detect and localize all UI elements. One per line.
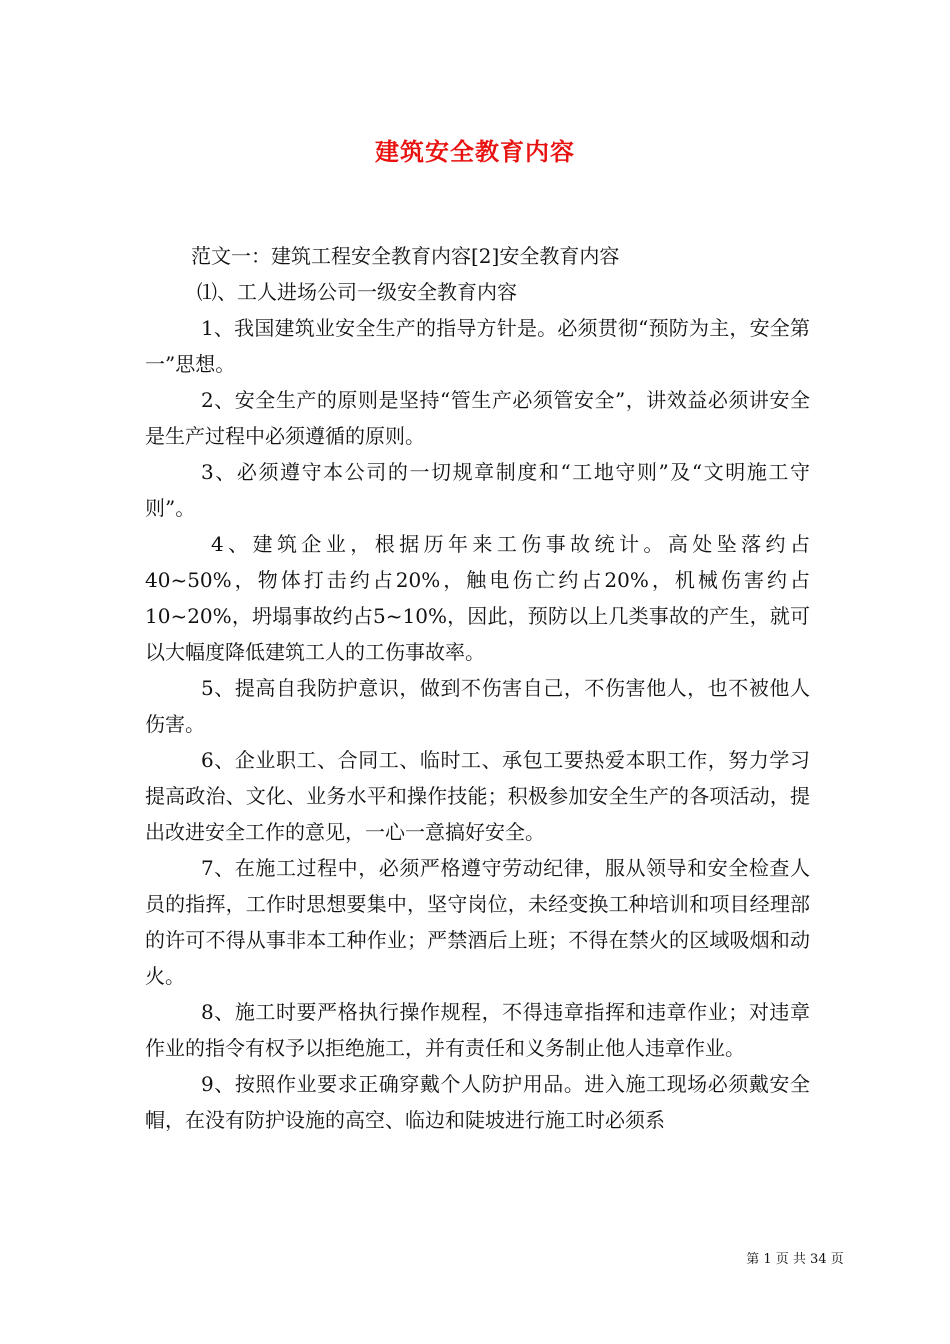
document-title: 建筑安全教育内容 [375, 137, 575, 166]
paragraph-item-4: 4、建筑企业，根据历年来工伤事故统计。高处坠落约占40~50%，物体打击约占20%，触电伤亡约占20%，机械伤害约占10~20%，坍塌事故约占5~10%，因此，预防以上几类事故的产生，就可以大幅度降低建筑工人的工伤事故率。 [145, 532, 810, 664]
paragraph-item-5: 5、提高自我防护意识，做到不伤害自己，不伤害他人，也不被他人伤害。 [145, 676, 810, 736]
paragraph-item-3: 3、必须遵守本公司的一切规章制度和“工地守则”及“文明施工守则”。 [145, 460, 810, 520]
section-subheading: ⑴、工人进场公司一级安全教育内容 [197, 280, 517, 304]
paragraph-item-7: 7、在施工过程中，必须严格遵守劳动纪律，服从领导和安全检查人员的指挥，工作时思想要集中，坚守岗位，未经变换工种培训和项目经理部的许可不得从事非本工种作业；严禁酒后上班；不得在禁火的区域吸烟和动火。 [145, 856, 810, 988]
paragraph-item-8: 8、施工时要严格执行操作规程，不得违章指挥和违章作业；对违章作业的指令有权予以拒绝施工，并有责任和义务制止他人违章作业。 [145, 1000, 810, 1060]
paragraph-item-6: 6、企业职工、合同工、临时工、承包工要热爱本职工作，努力学习提高政治、文化、业务水平和操作技能；积极参加安全生产的各项活动，提出改进安全工作的意见，一心一意搞好安全。 [145, 748, 810, 844]
paragraph-item-9: 9、按照作业要求正确穿戴个人防护用品。进入施工现场必须戴安全帽，在没有防护设施的高空、临边和陡坡进行施工时必须系 [145, 1072, 810, 1132]
page-footer [0, 1248, 950, 1267]
paragraph-item-1: 1、我国建筑业安全生产的指导方针是。必须贯彻“预防为主，安全第一”思想。 [145, 316, 810, 376]
intro-line: 范文一：建筑工程安全教育内容[2]安全教育内容 [191, 244, 620, 268]
page-number: 第 1 页 共 34 页 [746, 1252, 844, 1267]
document-body [145, 238, 810, 1138]
paragraph-item-2: 2、安全生产的原则是坚持“管生产必须管安全”，讲效益必须讲安全是生产过程中必须遵循的原则。 [145, 388, 810, 448]
